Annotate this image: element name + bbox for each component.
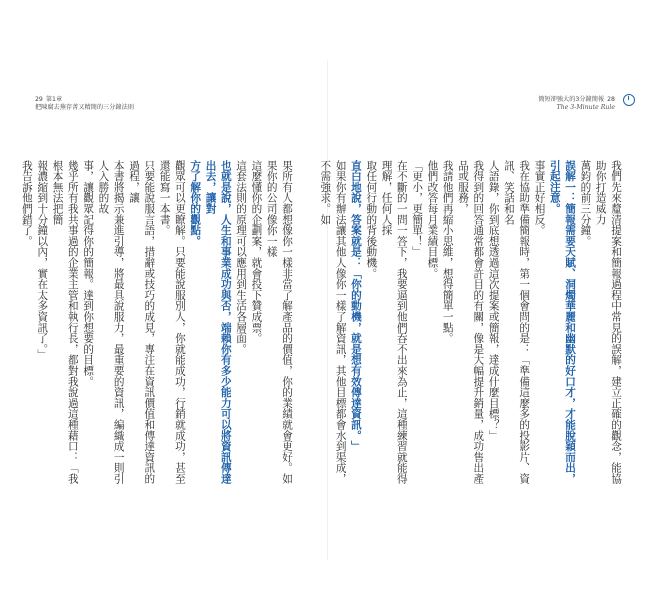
right-page-header xyxy=(538,96,615,112)
left_page-line: 方了解你的觀點。 xyxy=(189,160,202,247)
right-page xyxy=(319,0,655,609)
clock-icon xyxy=(623,94,635,106)
right_page-line: 我得到的回答通常都會許目的有關，像是大幅提升銷量，成功售出產品或服務， xyxy=(457,160,485,484)
right-page-number: 28 xyxy=(607,96,615,103)
left_page-line: 這麼懂你的企劃案，就會投下贊成票。 xyxy=(250,160,263,344)
left-page-header xyxy=(35,96,134,112)
left_page-line: 只要能說服言語，措辭或技巧的成見，專注在資訊價值和傳達資訊的過程，讓 xyxy=(128,160,156,484)
left_page-line: 也就是說，人生和事業成功與否，端賴你有多少能力可以將資訊傳達出去，讓對 xyxy=(204,160,232,484)
left_page-line: 果所有人都想像你一樣非當了解產品的價值，你的業績就會更好。如果你的公司像你一樣 xyxy=(265,160,293,484)
left-page-number: 29 xyxy=(35,96,43,103)
right_page-line: 萬鈞的前三分鐘。 xyxy=(579,160,592,247)
right_page-line: 我請他們再縮小思維，想得簡單一點。 xyxy=(441,160,454,344)
left_page-line: 我告訴他們錯了。 xyxy=(20,160,33,247)
left-page xyxy=(0,0,327,609)
right_page-line: 他們改答每月業績目標。 xyxy=(426,160,439,279)
right_page-line: 在不斷的一問一答下，我要逼到他們吞不出來為止，這種練習就能得理解，任何人採 xyxy=(380,160,408,484)
left_page-line: 幾乎所有我共事過的企業主管和執行長，都對我說過這種藉口：「我根本無法把簡 xyxy=(51,160,79,484)
left-running-title: 把陳腐去蕪存菁又精簡的三分鐘法則 xyxy=(35,104,134,111)
left_page-line: 這套法則的原理可以應用到生活各層面。 xyxy=(235,160,248,355)
right_page-line: 我們先來釐清提案和簡報過程中常見的誤解，建立正確的觀念，能協助你打造威力 xyxy=(594,160,622,484)
right_page-line: 直白地說，答案就是：「你的動機，就是想有效傳達資訊。」 xyxy=(349,160,362,452)
left-page-body xyxy=(19,160,294,490)
right-english-subtitle: The 3-Minute Rule xyxy=(556,104,615,111)
right_page-line: 「更小，更簡單！」 xyxy=(411,160,424,258)
left_page-line: 事，讓觀眾記得你的簡報。達到你想要的目標。 xyxy=(82,160,95,387)
right_page-line: 事實正好相反。 xyxy=(533,160,546,236)
right_page-line: 如果你有辦法讓其他人像你一樣了解資訊，其他目標都會水到渠成，不需強求。如 xyxy=(319,160,347,484)
right_page-line: 人語錄，你到底想透過這次提案或簡報，達成什麼目標？」 xyxy=(487,160,500,441)
left-chapter-label: 第1章 xyxy=(45,96,63,103)
right_page-line: 取任何行動的背後動機。 xyxy=(365,160,378,279)
left_page-line: 本書將揭示兼進引導，將最具說服力，最重要的資訊，編織成一則引人入勝的故 xyxy=(97,160,125,484)
right-page-body xyxy=(317,160,623,490)
left_page-line: 報濃縮到十分鐘以內，實在太多資訊了。」 xyxy=(36,160,49,360)
left_page-line: 觀眾可以更瞭解。只要能說服別人，你就能成功，行銷就成功，甚至還能寫一本書。 xyxy=(158,160,186,484)
right_page-line: 誤解一：簡報需要天賦、洞燭華麗和幽默的好口才，才能脫穎而出，引起注意。 xyxy=(548,160,577,484)
right-running-title: 簡短卻強大的3分鐘簡報 xyxy=(538,96,605,103)
right_page-line: 我在協助準備簡報時，第一個會問的是：「準備這麼多的投影片、資訊、笑話和名 xyxy=(502,160,531,484)
